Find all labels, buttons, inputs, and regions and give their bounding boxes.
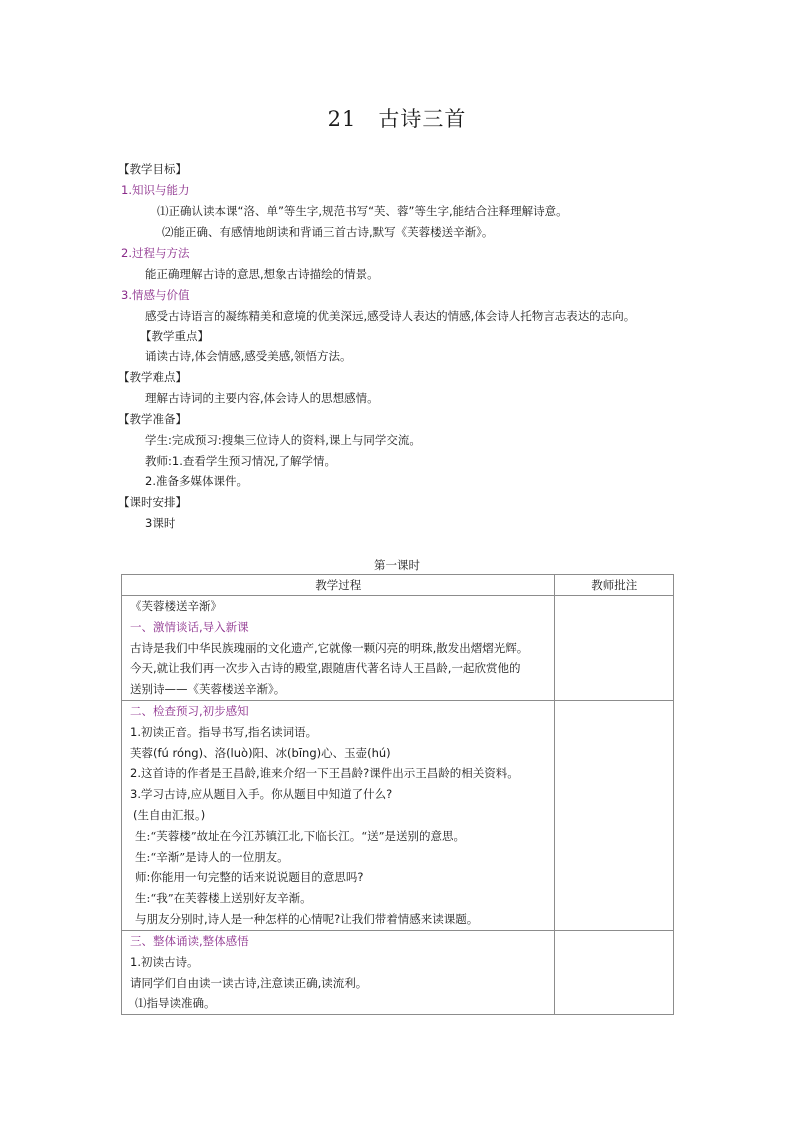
preparation-heading: 【教学准备】 — [118, 412, 187, 426]
section-2-line-7: 生:“辛渐”是诗人的一位朋友。 — [135, 849, 289, 864]
page-title — [0, 103, 794, 133]
column-header-process: 教学过程 — [122, 575, 555, 596]
table-header-row — [122, 575, 674, 596]
poem-title: 《芙蓉楼送辛渐》 — [130, 599, 222, 613]
key-points-heading: 【教学重点】 — [140, 329, 209, 343]
objective-1-heading: 1.知识与能力 — [121, 183, 190, 197]
section-2-cell — [122, 700, 555, 930]
lesson-caption: 第一课时 — [374, 558, 420, 572]
lesson-table — [121, 574, 674, 1015]
preparation-teacher-1: 教师:1.查看学生预习情况,了解学情。 — [145, 454, 337, 468]
table-row — [122, 700, 674, 930]
section-3-heading: 三、整体诵读,整体感悟 — [130, 933, 249, 948]
key-points-text: 诵读古诗,体会情感,感受美感,领悟方法。 — [145, 349, 352, 363]
section-2-line-6: 生:“芙蓉楼”故址在今江苏镇江北,下临长江。“送”是送别的意思。 — [135, 828, 466, 843]
objective-1-item-2: ⑵能正确、有感情地朗读和背诵三首古诗,默写《芙蓉楼送辛渐》。 — [162, 225, 494, 239]
objective-2-heading: 2.过程与方法 — [121, 246, 190, 260]
section-1-line-1: 古诗是我们中华民族瑰丽的文化遗产,它就像一颗闪亮的明珠,散发出熠熠光辉。 — [130, 640, 529, 655]
objectives-heading: 【教学目标】 — [118, 162, 187, 176]
section-3-line-2: 请同学们自由读一读古诗,注意读正确,读流利。 — [130, 975, 368, 990]
section-3-line-1: 1.初读古诗。 — [130, 954, 199, 969]
difficulty-text: 理解古诗词的主要内容,体会诗人的思想感情。 — [145, 391, 379, 405]
objective-1-item-1: ⑴正确认读本课“洛、单”等生字,规范书写“芙、蓉”等生字,能结合注释理解诗意。 — [157, 204, 568, 218]
table-row — [122, 596, 674, 701]
schedule-text: 3课时 — [145, 516, 176, 530]
section-2-line-5: (生自由汇报。) — [133, 807, 206, 822]
section-3-notes-cell — [555, 930, 674, 1014]
lesson-number: 21 — [327, 107, 357, 131]
section-2-line-8: 师:你能用一句完整的话来说说题目的意思吗? — [135, 870, 364, 885]
table-row — [122, 930, 674, 1014]
section-1-cell — [122, 596, 555, 701]
section-2-line-10: 与朋友分别时,诗人是一种怎样的心情呢?让我们带着情感来读课题。 — [135, 911, 479, 926]
section-2-heading: 二、检查预习,初步感知 — [130, 703, 249, 718]
preparation-student: 学生:完成预习:搜集三位诗人的资料,课上与同学交流。 — [145, 433, 421, 447]
section-2-line-1: 1.初读正音。指导书写,指名读词语。 — [130, 724, 318, 739]
section-1-line-2: 今天,就让我们再一次步入古诗的殿堂,跟随唐代著名诗人王昌龄,一起欣赏他的 — [130, 661, 521, 676]
schedule-heading: 【课时安排】 — [118, 495, 187, 509]
preparation-teacher-2: 2.准备多媒体课件。 — [145, 474, 248, 488]
section-1-line-3: 送别诗——《芙蓉楼送辛渐》。 — [130, 682, 286, 697]
section-2-line-9: 生:“我”在芙蓉楼上送别好友辛渐。 — [135, 891, 312, 906]
section-2-line-4: 3.学习古诗,应从题目入手。你从题目中知道了什么? — [130, 787, 393, 802]
section-1-heading: 一、激情谈话,导入新课 — [130, 619, 249, 634]
section-3-line-3: ⑴指导读准确。 — [135, 996, 216, 1011]
objective-3-text: 感受古诗语言的凝练精美和意境的优美深远,感受诗人表达的情感,体会诗人托物言志表达的志向。 — [145, 309, 636, 323]
section-3-cell — [122, 930, 555, 1014]
section-2-line-3: 2.这首诗的作者是王昌龄,谁来介绍一下王昌龄?课件出示王昌龄的相关资料。 — [130, 766, 519, 781]
difficulty-heading: 【教学难点】 — [118, 370, 187, 384]
column-header-notes: 教师批注 — [555, 575, 674, 596]
objective-3-heading: 3.情感与价值 — [121, 288, 190, 302]
section-2-notes-cell — [555, 700, 674, 930]
section-2-line-2: 芙蓉(fú róng)、洛(luò)阳、冰(bīng)心、玉壶(hú) — [130, 745, 391, 760]
lesson-title: 古诗三首 — [378, 107, 467, 131]
section-1-notes-cell — [555, 596, 674, 701]
objective-2-text: 能正确理解古诗的意思,想象古诗描绘的情景。 — [145, 267, 379, 281]
